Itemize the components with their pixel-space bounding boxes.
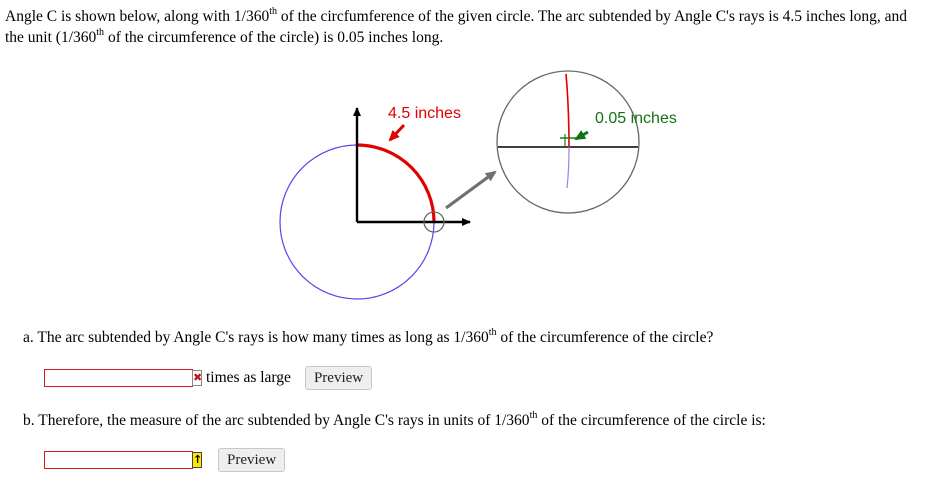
arrow-up-icon[interactable]: ↑ [193, 453, 203, 466]
magnified-blue-arc [567, 147, 569, 188]
magnified-red-arc [566, 74, 569, 147]
angle-figure [270, 60, 677, 300]
problem-statement [5, 6, 920, 48]
intro-text-1: Angle C is shown below, along with 1/360 [5, 8, 270, 25]
question-b-suffix: of the circumference of the circle is: [537, 412, 766, 429]
answer-a-row [44, 366, 372, 390]
intro-sup-2: th [96, 26, 105, 38]
question-b-text [23, 411, 766, 431]
arc-length-label: 4.5 inches [388, 105, 461, 122]
answer-b-input[interactable] [44, 451, 193, 469]
question-a-text [23, 328, 713, 348]
question-a-sup: th [488, 326, 497, 338]
question-b-sup: th [529, 409, 538, 421]
unit-length-label: 0.05 inches [595, 110, 677, 127]
preview-button-a[interactable]: Preview [305, 366, 372, 390]
question-a-prefix: a. The arc subtended by Angle C's rays is how many times as long as 1/360 [23, 329, 489, 346]
intro-text-2: of the circfumference of the given circle. The arc subtended by Angle C's rays is 4.5 inches long, and the unit (1/360 [5, 8, 908, 46]
arc-label-arrow [390, 125, 404, 140]
subtended-arc [357, 145, 434, 222]
question-b-prefix: b. Therefore, the measure of the arc subtended by Angle C's rays in units of 1/360 [23, 412, 530, 429]
intro-sup-1: th [269, 5, 277, 17]
preview-button-b[interactable]: Preview [218, 448, 285, 472]
incorrect-icon: ✖ [193, 371, 203, 384]
answer-a-unit: times as large [206, 369, 291, 386]
answer-b-row [44, 448, 285, 472]
answer-a-input[interactable] [44, 369, 193, 387]
unit-label-arrow [576, 132, 588, 139]
zoom-arrow [446, 172, 495, 208]
intro-text-3: of the circumference of the circle) is 0.05 inches long. [104, 29, 444, 46]
question-a-suffix: of the circumference of the circle? [496, 329, 714, 346]
